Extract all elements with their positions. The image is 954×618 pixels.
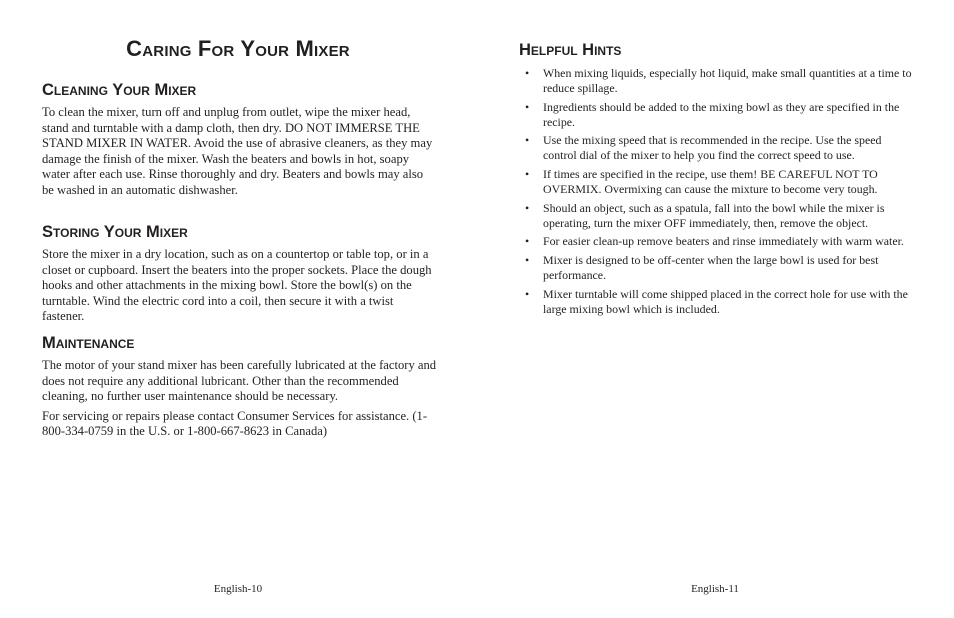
page-number-left: English-10 <box>213 583 263 595</box>
maintenance-text: The motor of your stand mixer has been carefully lubricated at the factory and does not require any additional lubricant. Other than the recommended cleaning, no further user maintenance should be necessary. <box>42 358 437 404</box>
bullet-icon: • <box>525 99 530 114</box>
hint-text: Mixer turntable will come shipped placed in the correct hole for use with the large mixing bowl which is included. <box>543 286 908 316</box>
hint-text: When mixing liquids, especially hot liquid, make small quantities at a time to reduce spillage. <box>543 66 912 96</box>
bullet-icon: • <box>525 133 530 148</box>
hint-text: Should an object, such as a spatula, fall into the bowl while the mixer is operating, turn the mixer OFF immediately, then, remove the object. <box>543 200 885 230</box>
bullet-icon: • <box>525 286 530 301</box>
hint-item <box>525 253 913 283</box>
page-title: Caring For Your Mixer <box>126 36 350 61</box>
hint-text: For easier clean-up remove beaters and rinse immediately with warm water. <box>543 234 904 249</box>
maintenance-section <box>42 333 438 440</box>
hint-item <box>525 66 913 96</box>
cleaning-heading: Cleaning Your Mixer <box>42 81 197 99</box>
hint-text: Mixer is designed to be off-center when the large bowl is used for best performance. <box>543 253 879 283</box>
hint-text: Use the mixing speed that is recommended in the recipe. Use the speed control dial of the mixer to help you find the correct speed to use. <box>543 133 882 163</box>
bullet-icon: • <box>525 66 530 80</box>
bullet-icon: • <box>525 253 530 268</box>
hint-item <box>525 167 913 197</box>
hint-item <box>525 201 913 231</box>
bullet-icon: • <box>525 167 530 182</box>
storing-heading: Storing Your Mixer <box>42 223 188 241</box>
hint-item <box>525 133 913 163</box>
maintenance-heading: Maintenance <box>42 334 135 352</box>
storing-text: Store the mixer in a dry location, such as on a countertop or table top, or in a closet or cupboard. Insert the beaters into the proper sockets. Place the dough hooks and other attachments in the mixing bowl. Store the bowl(s) on the turntable. Wind the electric cord into a coil, then secure it with a twist fastener. <box>42 247 432 324</box>
hint-item <box>525 287 913 317</box>
storing-section <box>42 222 438 325</box>
hint-text: Ingredients should be added to the mixing bowl as they are specified in the recipe. <box>543 99 900 129</box>
cleaning-section <box>42 80 438 199</box>
service-contact-text: For servicing or repairs please contact Consumer Services for assistance. (1-800-334-0759 in the U.S. or 1-800-667-8623 in Canada) <box>42 408 428 439</box>
bullet-icon: • <box>525 200 530 215</box>
cleaning-text: To clean the mixer, turn off and unplug from outlet, wipe the mixer head, stand and turntable with a damp cloth, then dry. DO NOT IMMERSE THE STAND MIXER IN WATER. Avoid the use of abrasive cleaners, as they may damage the finish of the mixer. Wash the beaters and bowls in hot, soapy water after each use. Rinse thoroughly and dry. Beaters and bowls may also be washed in an automatic dishwasher. <box>42 105 433 197</box>
hints-list <box>525 66 913 320</box>
hint-item <box>525 100 913 130</box>
page-number-right: English-11 <box>691 583 739 595</box>
hint-text: If times are specified in the recipe, use them! BE CAREFUL NOT TO OVERMIX. Overmixing can cause the mixture to become very tough. <box>543 167 878 197</box>
helpful-hints-heading: Helpful Hints <box>519 41 622 59</box>
right-page <box>477 0 954 618</box>
bullet-icon: • <box>525 234 530 249</box>
hint-item <box>525 234 913 249</box>
